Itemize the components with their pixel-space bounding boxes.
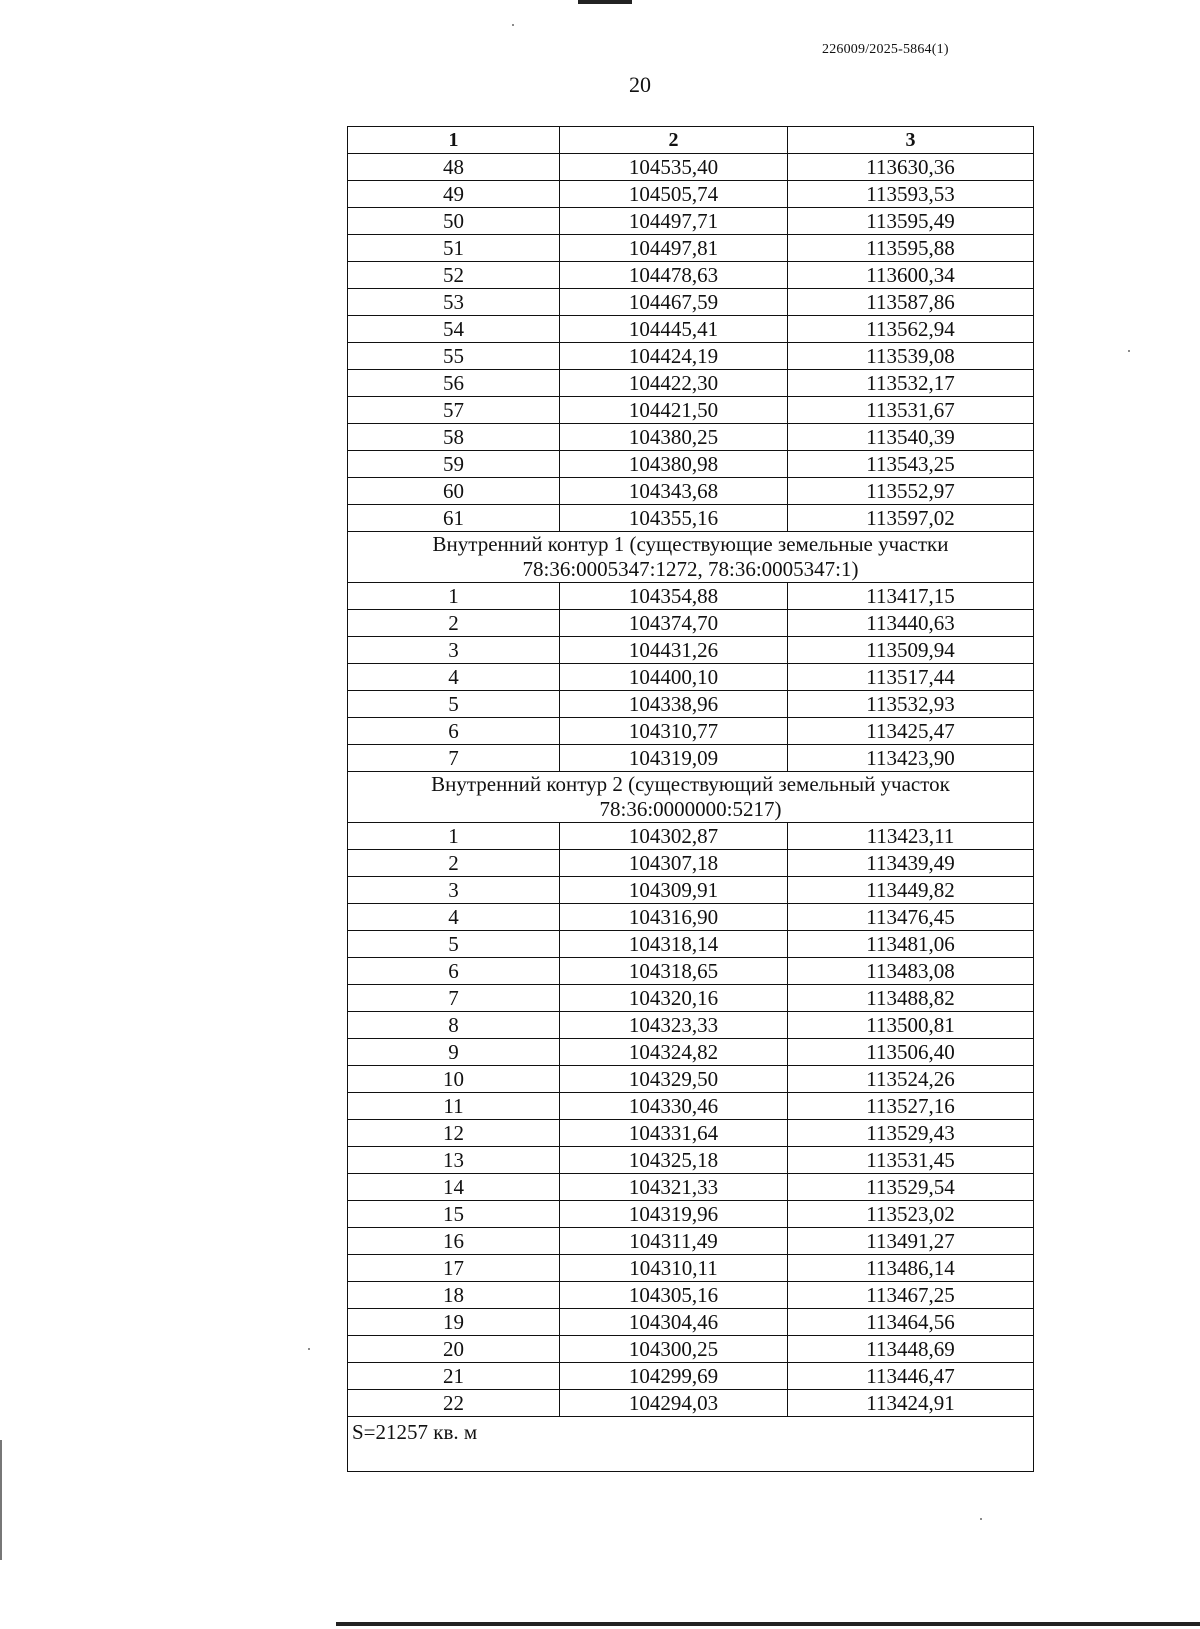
coordinate-x: 104331,64 <box>560 1120 788 1147</box>
inner-contour-2-title-line2: 78:36:0000000:5217) <box>599 797 782 821</box>
coordinate-y: 113529,43 <box>788 1120 1034 1147</box>
coordinate-x: 104354,88 <box>560 583 788 610</box>
table-row <box>348 505 1034 532</box>
point-number: 48 <box>348 154 560 181</box>
point-number: 61 <box>348 505 560 532</box>
scan-speck <box>308 1348 310 1350</box>
column-header-1: 1 <box>348 127 560 154</box>
coordinate-y: 113527,16 <box>788 1093 1034 1120</box>
table-row <box>348 1039 1034 1066</box>
coordinate-x: 104300,25 <box>560 1336 788 1363</box>
table-row <box>348 823 1034 850</box>
coordinate-x: 104307,18 <box>560 850 788 877</box>
coordinate-x: 104318,65 <box>560 958 788 985</box>
coordinate-x: 104324,82 <box>560 1039 788 1066</box>
table-row <box>348 370 1034 397</box>
point-number: 3 <box>348 877 560 904</box>
section-header-row <box>348 532 1034 583</box>
point-number: 59 <box>348 451 560 478</box>
outer-contour-rows <box>348 154 1034 532</box>
table-row <box>348 877 1034 904</box>
coordinate-y: 113423,11 <box>788 823 1034 850</box>
point-number: 9 <box>348 1039 560 1066</box>
coordinate-x: 104325,18 <box>560 1147 788 1174</box>
coordinate-x: 104318,14 <box>560 931 788 958</box>
coordinate-x: 104505,74 <box>560 181 788 208</box>
point-number: 60 <box>348 478 560 505</box>
table-row <box>348 637 1034 664</box>
point-number: 6 <box>348 718 560 745</box>
table-row <box>348 181 1034 208</box>
scan-mark-bottom <box>336 1622 1200 1626</box>
coordinate-y: 113486,14 <box>788 1255 1034 1282</box>
coordinate-y: 113595,88 <box>788 235 1034 262</box>
area-row <box>348 1417 1034 1472</box>
coordinate-y: 113529,54 <box>788 1174 1034 1201</box>
coordinate-y: 113531,45 <box>788 1147 1034 1174</box>
point-number: 12 <box>348 1120 560 1147</box>
table-row <box>348 316 1034 343</box>
point-number: 5 <box>348 931 560 958</box>
coordinate-x: 104338,96 <box>560 691 788 718</box>
section-header-row <box>348 772 1034 823</box>
inner-contour-1-section <box>348 532 1034 583</box>
scan-mark-left <box>0 1440 2 1560</box>
table-row <box>348 424 1034 451</box>
coordinate-x: 104478,63 <box>560 262 788 289</box>
coordinate-x: 104323,33 <box>560 1012 788 1039</box>
coordinate-y: 113595,49 <box>788 208 1034 235</box>
table-row <box>348 1093 1034 1120</box>
point-number: 14 <box>348 1174 560 1201</box>
coordinate-x: 104445,41 <box>560 316 788 343</box>
document-id: 226009/2025-5864(1) <box>822 42 949 57</box>
table-row <box>348 289 1034 316</box>
point-number: 8 <box>348 1012 560 1039</box>
scan-mark-top <box>578 0 632 4</box>
coordinate-x: 104299,69 <box>560 1363 788 1390</box>
table-row <box>348 1390 1034 1417</box>
table-row <box>348 1363 1034 1390</box>
table-row <box>348 208 1034 235</box>
coordinate-x: 104400,10 <box>560 664 788 691</box>
column-header-2: 2 <box>560 127 788 154</box>
coordinate-y: 113532,17 <box>788 370 1034 397</box>
point-number: 49 <box>348 181 560 208</box>
coordinate-y: 113464,56 <box>788 1309 1034 1336</box>
table-row <box>348 958 1034 985</box>
point-number: 20 <box>348 1336 560 1363</box>
coordinate-x: 104310,11 <box>560 1255 788 1282</box>
coordinate-y: 113539,08 <box>788 343 1034 370</box>
coordinate-x: 104310,77 <box>560 718 788 745</box>
column-header-3: 3 <box>788 127 1034 154</box>
point-number: 57 <box>348 397 560 424</box>
area-total: S=21257 кв. м <box>348 1417 1034 1472</box>
coordinate-y: 113417,15 <box>788 583 1034 610</box>
coordinate-x: 104431,26 <box>560 637 788 664</box>
table-row <box>348 1147 1034 1174</box>
table-row <box>348 1228 1034 1255</box>
coordinate-x: 104321,33 <box>560 1174 788 1201</box>
table-row <box>348 850 1034 877</box>
point-number: 1 <box>348 583 560 610</box>
point-number: 4 <box>348 664 560 691</box>
point-number: 18 <box>348 1282 560 1309</box>
coordinate-y: 113509,94 <box>788 637 1034 664</box>
point-number: 19 <box>348 1309 560 1336</box>
point-number: 11 <box>348 1093 560 1120</box>
coordinate-x: 104380,25 <box>560 424 788 451</box>
point-number: 21 <box>348 1363 560 1390</box>
coordinate-y: 113423,90 <box>788 745 1034 772</box>
coordinate-y: 113543,25 <box>788 451 1034 478</box>
table-row <box>348 235 1034 262</box>
point-number: 10 <box>348 1066 560 1093</box>
coordinate-y: 113483,08 <box>788 958 1034 985</box>
coordinate-x: 104319,09 <box>560 745 788 772</box>
coordinate-y: 113506,40 <box>788 1039 1034 1066</box>
coordinate-x: 104374,70 <box>560 610 788 637</box>
coordinate-y: 113491,27 <box>788 1228 1034 1255</box>
coordinate-x: 104497,71 <box>560 208 788 235</box>
coordinate-x: 104305,16 <box>560 1282 788 1309</box>
table-row <box>348 904 1034 931</box>
point-number: 3 <box>348 637 560 664</box>
point-number: 5 <box>348 691 560 718</box>
table-row <box>348 691 1034 718</box>
table-row <box>348 745 1034 772</box>
table-row <box>348 1174 1034 1201</box>
table-row <box>348 262 1034 289</box>
coordinate-x: 104329,50 <box>560 1066 788 1093</box>
point-number: 58 <box>348 424 560 451</box>
coordinate-y: 113562,94 <box>788 316 1034 343</box>
coordinate-x: 104304,46 <box>560 1309 788 1336</box>
coordinate-x: 104497,81 <box>560 235 788 262</box>
coordinate-x: 104319,96 <box>560 1201 788 1228</box>
point-number: 15 <box>348 1201 560 1228</box>
scan-speck <box>1128 350 1130 352</box>
point-number: 2 <box>348 850 560 877</box>
coordinate-x: 104311,49 <box>560 1228 788 1255</box>
inner-contour-2-title <box>348 772 1034 823</box>
inner-contour-1-title <box>348 532 1034 583</box>
inner-contour-1-rows <box>348 583 1034 772</box>
point-number: 6 <box>348 958 560 985</box>
coordinate-y: 113523,02 <box>788 1201 1034 1228</box>
coordinates-table <box>347 126 1034 1472</box>
page-number: 20 <box>629 72 651 97</box>
coordinate-x: 104309,91 <box>560 877 788 904</box>
coordinate-y: 113500,81 <box>788 1012 1034 1039</box>
coordinate-x: 104355,16 <box>560 505 788 532</box>
table-row <box>348 154 1034 181</box>
coordinate-y: 113552,97 <box>788 478 1034 505</box>
coordinate-y: 113425,47 <box>788 718 1034 745</box>
point-number: 22 <box>348 1390 560 1417</box>
coordinate-y: 113630,36 <box>788 154 1034 181</box>
coordinate-x: 104343,68 <box>560 478 788 505</box>
table-row <box>348 1309 1034 1336</box>
coordinate-y: 113476,45 <box>788 904 1034 931</box>
table-row <box>348 1255 1034 1282</box>
point-number: 7 <box>348 745 560 772</box>
inner-contour-1-title-line2: 78:36:0005347:1272, 78:36:0005347:1) <box>522 557 859 581</box>
coordinate-x: 104330,46 <box>560 1093 788 1120</box>
table-row <box>348 343 1034 370</box>
table-row <box>348 1201 1034 1228</box>
point-number: 52 <box>348 262 560 289</box>
coordinate-x: 104302,87 <box>560 823 788 850</box>
point-number: 4 <box>348 904 560 931</box>
coordinate-y: 113440,63 <box>788 610 1034 637</box>
point-number: 13 <box>348 1147 560 1174</box>
point-number: 7 <box>348 985 560 1012</box>
coordinate-y: 113439,49 <box>788 850 1034 877</box>
coordinate-x: 104467,59 <box>560 289 788 316</box>
table-row <box>348 718 1034 745</box>
table-row <box>348 583 1034 610</box>
table-header-row <box>348 127 1034 154</box>
table-row <box>348 451 1034 478</box>
table-row <box>348 478 1034 505</box>
point-number: 17 <box>348 1255 560 1282</box>
inner-contour-2-title-line1: Внутренний контур 2 (существующий земельный участок <box>431 772 950 796</box>
coordinate-x: 104535,40 <box>560 154 788 181</box>
table-row <box>348 931 1034 958</box>
point-number: 50 <box>348 208 560 235</box>
coordinate-y: 113597,02 <box>788 505 1034 532</box>
scan-speck <box>980 1518 982 1520</box>
point-number: 51 <box>348 235 560 262</box>
coordinate-y: 113467,25 <box>788 1282 1034 1309</box>
table-row <box>348 1066 1034 1093</box>
inner-contour-2-section <box>348 772 1034 823</box>
coordinate-x: 104422,30 <box>560 370 788 397</box>
point-number: 53 <box>348 289 560 316</box>
inner-contour-2-rows <box>348 823 1034 1417</box>
coordinate-y: 113524,26 <box>788 1066 1034 1093</box>
coordinate-x: 104320,16 <box>560 985 788 1012</box>
point-number: 55 <box>348 343 560 370</box>
coordinate-y: 113540,39 <box>788 424 1034 451</box>
table-row <box>348 664 1034 691</box>
point-number: 54 <box>348 316 560 343</box>
coordinate-y: 113446,47 <box>788 1363 1034 1390</box>
coordinate-y: 113600,34 <box>788 262 1034 289</box>
coordinate-y: 113424,91 <box>788 1390 1034 1417</box>
table-row <box>348 397 1034 424</box>
coordinate-y: 113448,69 <box>788 1336 1034 1363</box>
coordinate-y: 113517,44 <box>788 664 1034 691</box>
coordinate-x: 104316,90 <box>560 904 788 931</box>
point-number: 16 <box>348 1228 560 1255</box>
coordinate-x: 104421,50 <box>560 397 788 424</box>
table-row <box>348 985 1034 1012</box>
table-row <box>348 1012 1034 1039</box>
table-row <box>348 1336 1034 1363</box>
table-row <box>348 1120 1034 1147</box>
coordinate-y: 113531,67 <box>788 397 1034 424</box>
coordinate-y: 113449,82 <box>788 877 1034 904</box>
coordinate-x: 104380,98 <box>560 451 788 478</box>
table-row <box>348 1282 1034 1309</box>
coordinate-y: 113481,06 <box>788 931 1034 958</box>
point-number: 1 <box>348 823 560 850</box>
coordinate-x: 104424,19 <box>560 343 788 370</box>
coordinate-x: 104294,03 <box>560 1390 788 1417</box>
coordinate-y: 113488,82 <box>788 985 1034 1012</box>
coordinate-y: 113587,86 <box>788 289 1034 316</box>
point-number: 2 <box>348 610 560 637</box>
inner-contour-1-title-line1: Внутренний контур 1 (существующие земельные участки <box>432 532 949 556</box>
scan-speck <box>512 24 514 26</box>
table-row <box>348 610 1034 637</box>
point-number: 56 <box>348 370 560 397</box>
coordinate-y: 113593,53 <box>788 181 1034 208</box>
coordinate-y: 113532,93 <box>788 691 1034 718</box>
